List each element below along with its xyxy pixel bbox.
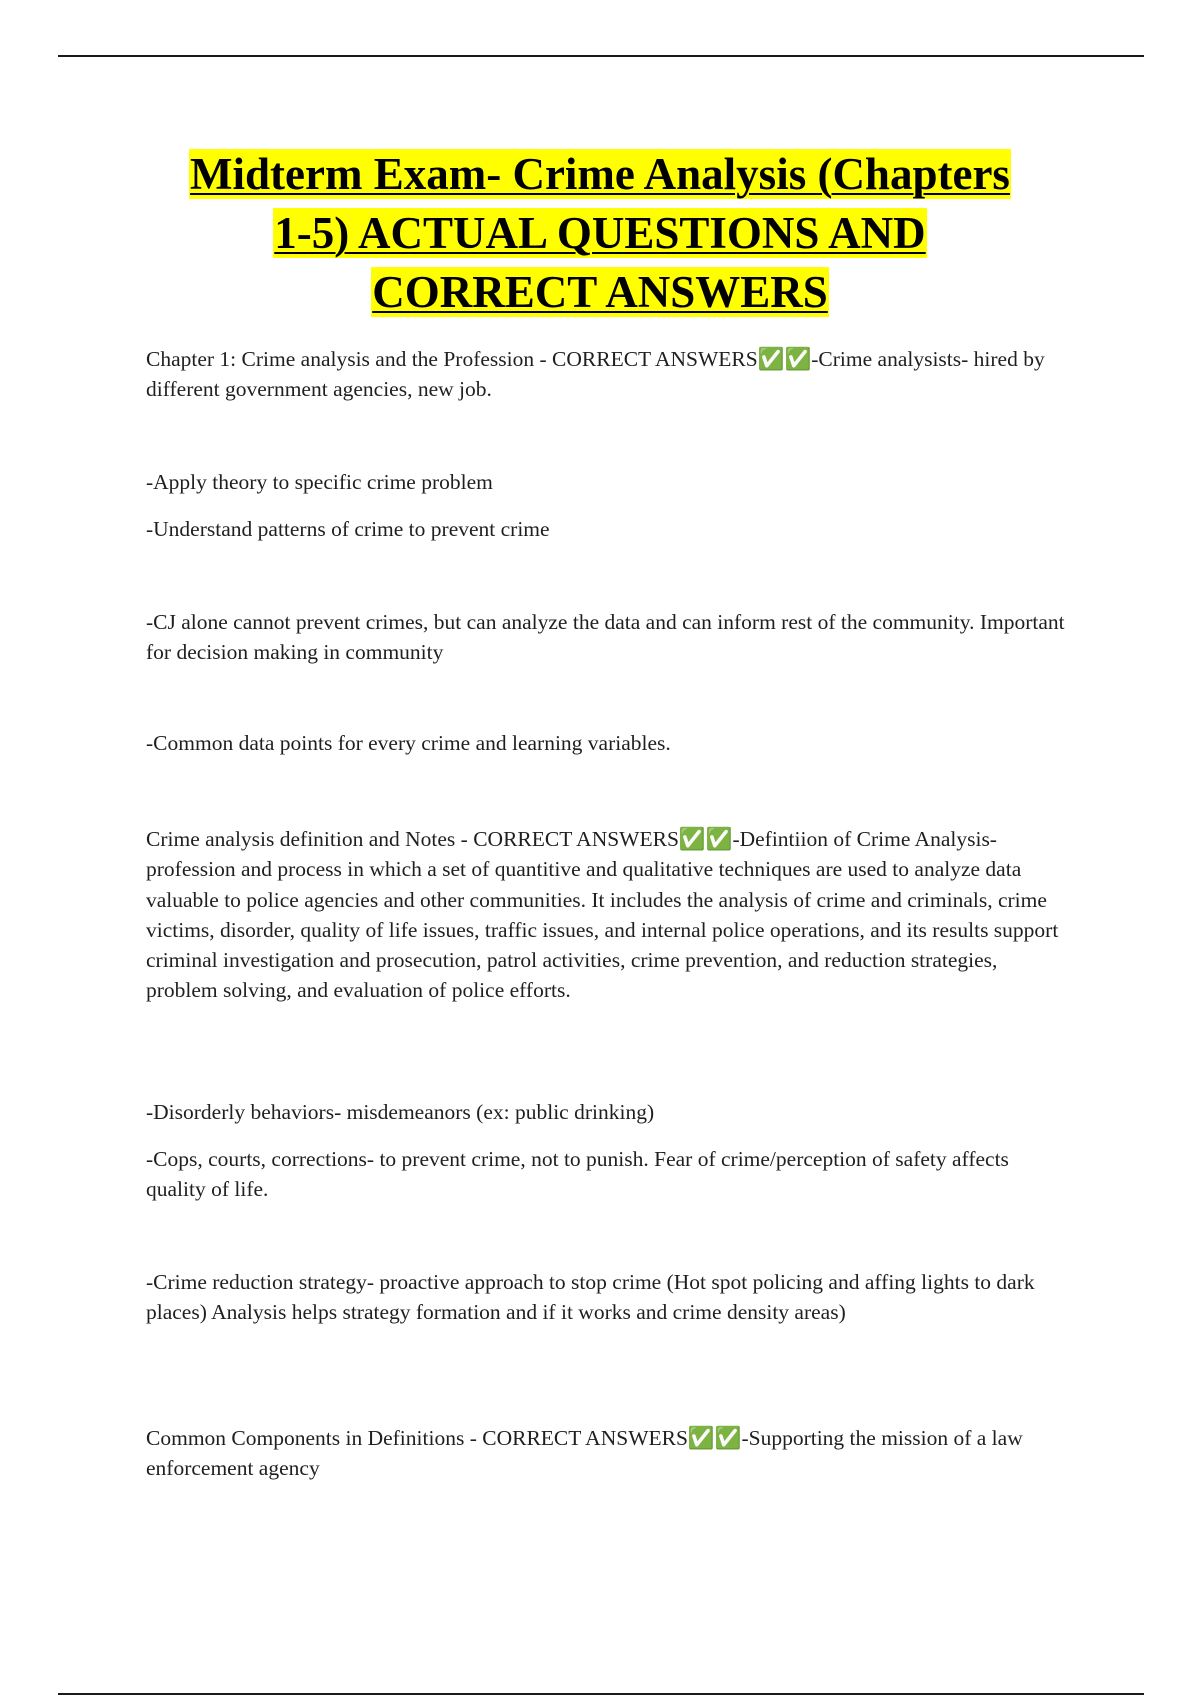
paragraph-common-components: Common Components in Definitions - CORRECT ANSWERS✅✅-Supporting the mission of a law enforcement agency <box>146 1426 1023 1481</box>
paragraph-common-data-points: -Common data points for every crime and learning variables. <box>146 731 671 755</box>
title-line-3: CORRECT ANSWERS <box>372 267 828 317</box>
paragraph-crime-reduction: -Crime reduction strategy- proactive approach to stop crime (Hot spot policing and affing lights to dark places) Analysis helps strategy formation and if it works and crime density areas) <box>146 1270 1035 1325</box>
footer-rule <box>58 1693 1144 1695</box>
paragraph-chapter-1: Chapter 1: Crime analysis and the Profession - CORRECT ANSWERS✅✅-Crime analysists- hired by different government agencies, new job. <box>146 347 1045 402</box>
paragraph-apply-theory: -Apply theory to specific crime problem <box>146 470 493 494</box>
title-line-2: 1-5) ACTUAL QUESTIONS AND <box>274 208 926 258</box>
paragraph-understand-patterns: -Understand patterns of crime to prevent crime <box>146 517 550 541</box>
header-rule <box>58 55 1144 57</box>
paragraph-cj-alone: -CJ alone cannot prevent crimes, but can analyze the data and can inform rest of the community. Important for decision making in community <box>146 610 1065 665</box>
paragraph-cops-courts: -Cops, courts, corrections- to prevent crime, not to punish. Fear of crime/perception of safety affects quality of life. <box>146 1147 1009 1202</box>
document-title <box>120 145 1080 322</box>
paragraph-disorderly-behaviors: -Disorderly behaviors- misdemeanors (ex: public drinking) <box>146 1100 655 1124</box>
title-line-1: Midterm Exam- Crime Analysis (Chapters <box>190 149 1010 199</box>
paragraph-crime-analysis-definition: Crime analysis definition and Notes - CORRECT ANSWERS✅✅-Defintiion of Crime Analysis- profession and process in which a set of quantitive and qualitative techniques are used to analyze data valuable to police agencies and other communities. It includes the analysis of crime and criminals, crime victims, disorder, quality of life issues, traffic issues, and internal police operations, and its results support criminal investigation and prosecution, patrol activities, crime prevention, and reduction strategies, problem solving, and evaluation of police efforts. <box>146 827 1059 1003</box>
